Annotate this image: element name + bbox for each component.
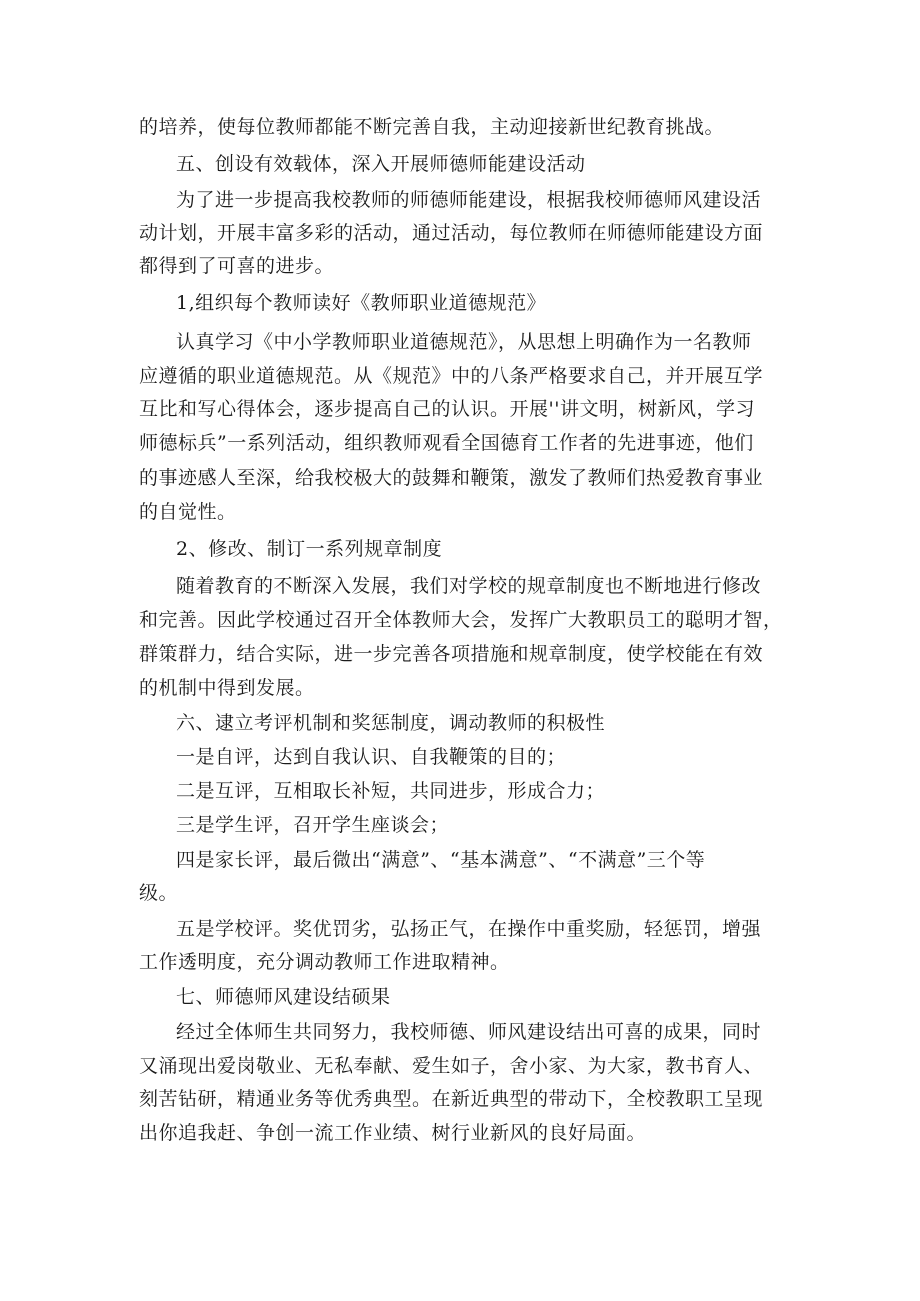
list-item: 一是自评，达到自我认识、自我鞭策的目的； [176, 746, 567, 768]
section-heading: 五、创设有效载体，深入开展师德师能建设活动 [176, 153, 586, 175]
list-item: 五是学校评。奖优罚劣，弘扬正气，在操作中重奖励，轻惩罚，增强 [176, 918, 762, 940]
text-line: 出你追我赶、争创一流工作业绩、树行业新风的良好局面。 [139, 1122, 647, 1144]
text-line: 应遵循的职业道德规范。从《规范》中的八条严格要求自己，并开展互学 [139, 365, 764, 387]
text-line: 经过全体师生共同努力，我校师德、师风建设结出可喜的成果，同时 [176, 1021, 762, 1043]
section-heading: 六、逮立考评机制和奖惩制度，调动教师的积极性 [176, 712, 606, 734]
text-line: 为了进一步提高我校教师的师德师能建设，根据我校师德师风建设活 [176, 189, 762, 211]
list-item: 四是家长评，最后微出“满意”、“基本满意”、“不满意”三个等 [176, 849, 706, 871]
text-line: 和完善。因此学校通过召开全体教师大会，发挥广大教职员工的聪明才智， [139, 609, 783, 631]
subsection-heading: 1,组织每个教师读好《教师职业道德规范》 [176, 292, 547, 314]
text-line: 刻苦钻研，精通业务等优秀典型。在新近典型的带动下，全校教职工呈现 [139, 1088, 764, 1110]
text-line: 认真学习《中小学教师职业道德规范》，从思想上明确作为一名教师 [176, 331, 752, 353]
text-line: 动计划，开展丰富多彩的活动，通过活动，每位教师在师德师能建设方面 [139, 222, 764, 244]
text-line: 随着教育的不断深入发展，我们对学校的规章制度也不断地进行修改 [176, 575, 762, 597]
text-line: 的机制中得到发展。 [139, 677, 315, 699]
text-line: 工作透明度，充分调动教师工作进取精神。 [139, 951, 510, 973]
text-line: 群策群力，结合实际，进一步完善各项措施和规章制度，使学校能在有效 [139, 643, 764, 665]
text-line: 都得到了可喜的进步。 [139, 255, 335, 277]
text-line: 互比和写心得体会，逐步提高自己的认识。开展''讲文明，树新风，学习 [139, 398, 755, 420]
text-line: 的事迹感人至深，给我校极大的鼓舞和鞭策，激发了教师们热爱教育事业 [139, 467, 764, 489]
text-line: 师德标兵”一系列活动，组织教师观看全国德育工作者的先进事迹，他们 [139, 432, 754, 454]
subsection-heading: 2、修改、制订一系列规章制度 [176, 538, 443, 560]
text-line: 级。 [139, 882, 179, 904]
section-heading: 七、师德师风建设结硕果 [176, 986, 391, 1008]
text-line: 的培养，使每位教师都能不断完善自我，主动迎接新世纪教育挑战。 [139, 116, 725, 138]
list-item: 三是学生评，召开学生座谈会； [176, 814, 450, 836]
text-line: 又涌现出爱岗敬业、无私奉献、爱生如子，舍小家、为大家，教书育人、 [139, 1055, 764, 1077]
text-line: 的自觉性。 [139, 501, 237, 523]
list-item: 二是互评，互相取长补短，共同进步，形成合力； [176, 780, 606, 802]
